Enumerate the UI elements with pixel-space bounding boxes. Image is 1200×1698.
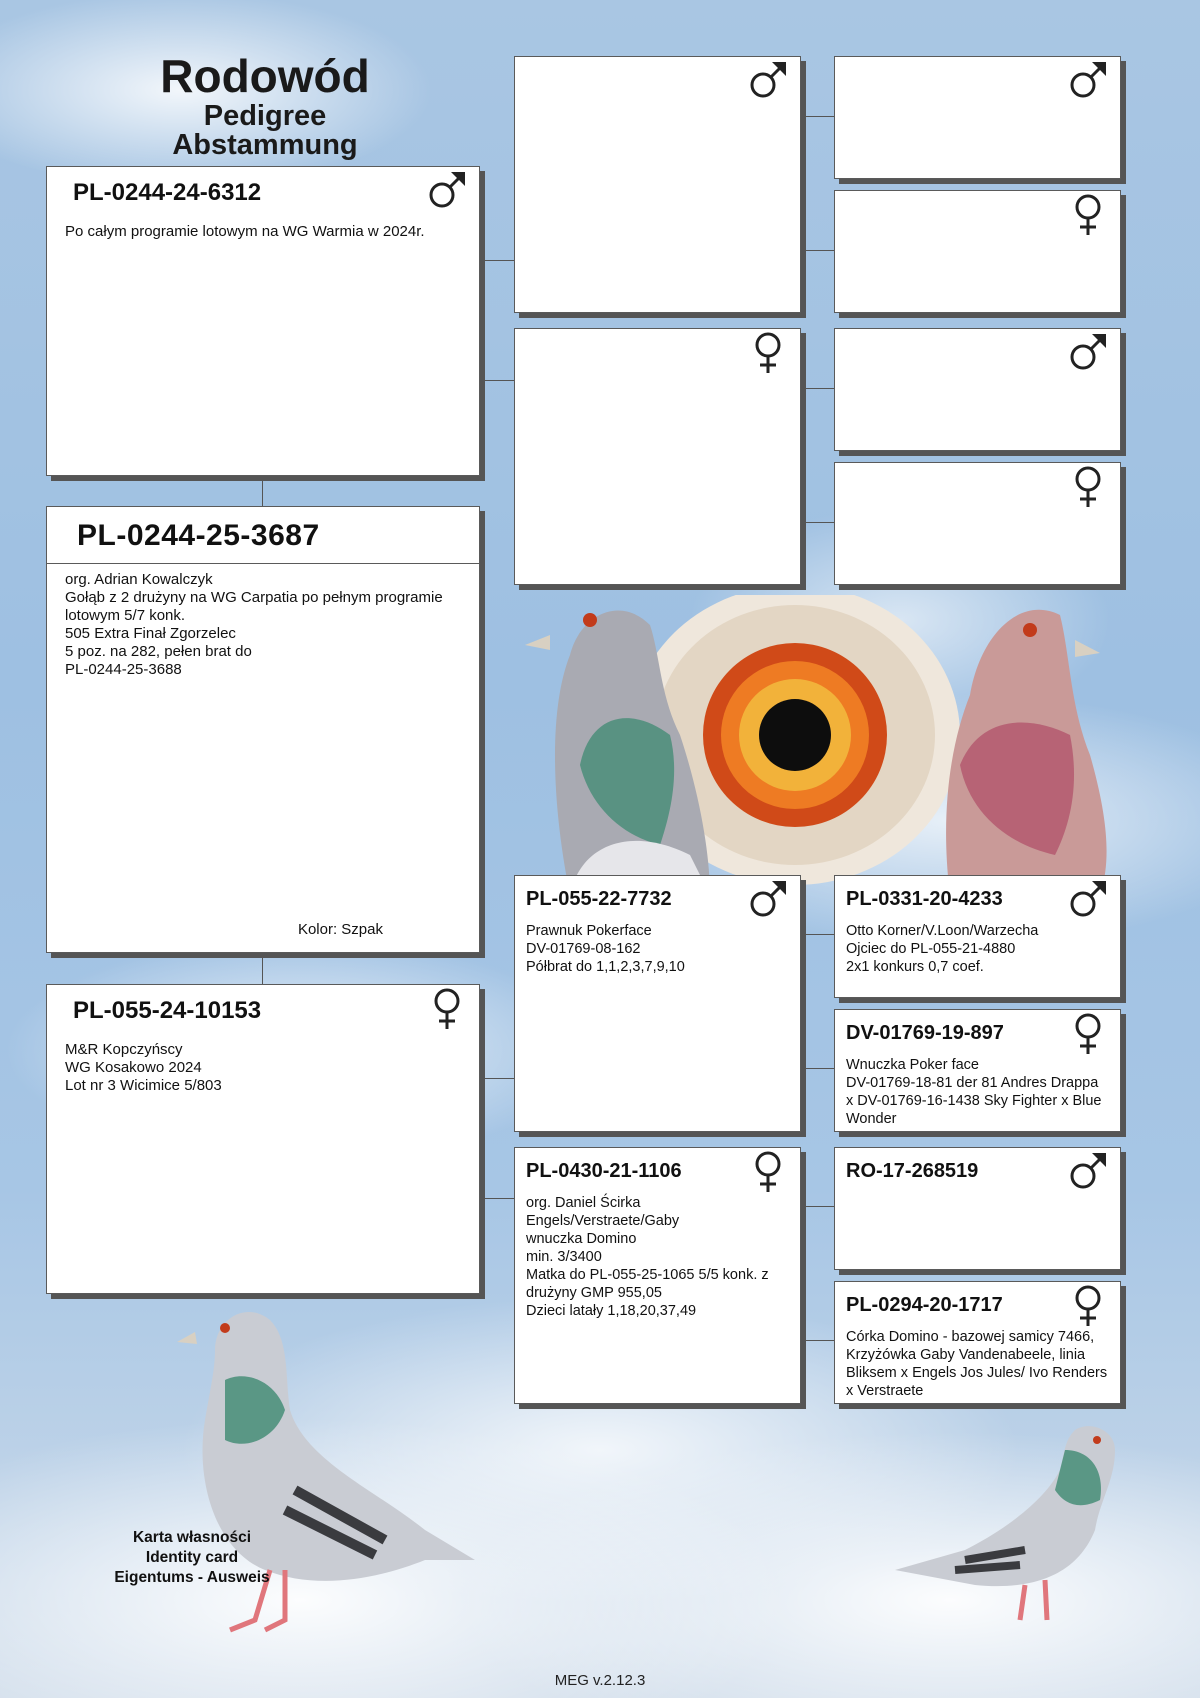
pigeon-illustration-right [875, 1410, 1135, 1630]
great-grandparent-card-fmf [834, 328, 1121, 451]
connector-line [480, 380, 514, 381]
female-symbol-icon [746, 329, 790, 375]
female-symbol-icon [1066, 1282, 1110, 1328]
female-symbol-icon [1066, 1010, 1110, 1056]
great-grandparent-card-mmm [834, 1281, 1121, 1404]
connector-line [800, 1340, 834, 1341]
version-label: MEG v.2.12.3 [554, 1672, 646, 1689]
title-block [100, 50, 430, 160]
great-grandparent-card-ffm [834, 190, 1121, 313]
mother-ring-number: PL-055-24-10153 [73, 997, 262, 1024]
main-bird-color: Kolor: Szpak [297, 921, 383, 938]
grandfather-maternal-notes: Prawnuk Pokerface DV-01769-08-162 Półbrat do 1,1,2,3,7,9,10 [526, 923, 685, 975]
connector-line [800, 116, 834, 117]
connector-line [480, 1078, 514, 1079]
grandmother-paternal-card [514, 328, 801, 585]
female-symbol-icon [1066, 191, 1110, 237]
connector-line [262, 952, 263, 984]
great-grandparent-ring: PL-0294-20-1717 [846, 1294, 1003, 1316]
great-grandparent-card-mff [834, 875, 1121, 998]
identity-card-label [92, 1528, 292, 1588]
connector-line [480, 1198, 514, 1199]
great-grandparent-card-fmm [834, 462, 1121, 585]
mother-notes: M&R Kopczyńscy WG Kosakowo 2024 Lot nr 3 Wicimice 5/803 [65, 1041, 222, 1094]
grandmother-maternal-ring: PL-0430-21-1106 [526, 1160, 682, 1182]
connector-line [480, 260, 514, 261]
connector-line [800, 1068, 834, 1069]
main-bird-notes: org. Adrian Kowalczyk Gołąb z 2 drużyny na WG Carpatia po pełnym programie lotowym 5/7 konk. 505 Extra Finał Zgorzelec 5 poz. na 282, pełen brat do PL-0244-25-3688 [65, 571, 443, 678]
connector-line [262, 475, 263, 507]
connector-line [800, 1206, 834, 1207]
great-grandparent-notes: Córka Domino - bazowej samicy 7466, Krzyżówka Gaby Vandenabeele, linia Bliksem x Engels Jos Jules/ Ivo Renders x Verstraete [846, 1329, 1108, 1399]
female-symbol-icon [1066, 463, 1110, 509]
main-bird-divider [47, 563, 479, 564]
connector-line [800, 934, 834, 935]
mother-card [46, 984, 480, 1294]
great-grandparent-notes: Otto Korner/V.Loon/Warzecha Ojciec do PL-055-21-4880 2x1 konkurs 0,7 coef. [846, 923, 1039, 975]
father-notes: Po całym programie lotowym na WG Warmia w 2024r. [65, 223, 425, 240]
great-grandparent-card-mfm [834, 1009, 1121, 1132]
male-symbol-icon [1066, 1148, 1110, 1194]
connector-line [800, 250, 834, 251]
page-subtitle-en: Pedigree [203, 100, 327, 132]
pigeon-eye-illustration [510, 595, 1130, 895]
father-ring-number: PL-0244-24-6312 [73, 179, 262, 206]
male-symbol-icon [1066, 57, 1110, 103]
grandfather-maternal-card [514, 875, 801, 1132]
identity-label-de: Eigentums - Ausweis [114, 1569, 270, 1586]
identity-label-en: Identity card [145, 1549, 239, 1566]
great-grandparent-ring: PL-0331-20-4233 [846, 888, 1003, 910]
male-symbol-icon [1066, 876, 1110, 922]
grandfather-maternal-ring: PL-055-22-7732 [526, 888, 672, 910]
great-grandparent-card-fff [834, 56, 1121, 179]
identity-label-pl: Karta własności [132, 1529, 252, 1546]
female-symbol-icon [425, 985, 469, 1031]
male-symbol-icon [746, 57, 790, 103]
male-symbol-icon [1066, 329, 1110, 375]
main-bird-card [46, 506, 480, 953]
male-symbol-icon [425, 167, 469, 213]
page-title: Rodowód [160, 50, 370, 102]
main-bird-ring-number: PL-0244-25-3687 [77, 519, 320, 552]
connector-line [800, 522, 834, 523]
grandfather-paternal-card [514, 56, 801, 313]
father-card [46, 166, 480, 476]
pigeon-illustration-left [175, 1300, 485, 1640]
great-grandparent-notes: Wnuczka Poker face DV-01769-18-81 der 81 Andres Drappa x DV-01769-16-1438 Sky Fighter x Blue Wonder [846, 1057, 1102, 1127]
grandmother-maternal-card [514, 1147, 801, 1404]
great-grandparent-ring: DV-01769-19-897 [846, 1022, 1004, 1044]
grandmother-maternal-notes: org. Daniel Ścirka Engels/Verstraete/Gaby wnuczka Domino min. 3/3400 Matka do PL-055-25-1065 5/5 konk. z drużyny GMP 955,05 Dzieci latały 1,18,20,37,49 [526, 1195, 769, 1319]
great-grandparent-card-mmf [834, 1147, 1121, 1270]
female-symbol-icon [746, 1148, 790, 1194]
connector-line [800, 388, 834, 389]
page-subtitle-de: Abstammung [172, 129, 358, 161]
male-symbol-icon [746, 876, 790, 922]
great-grandparent-ring: RO-17-268519 [846, 1160, 979, 1182]
